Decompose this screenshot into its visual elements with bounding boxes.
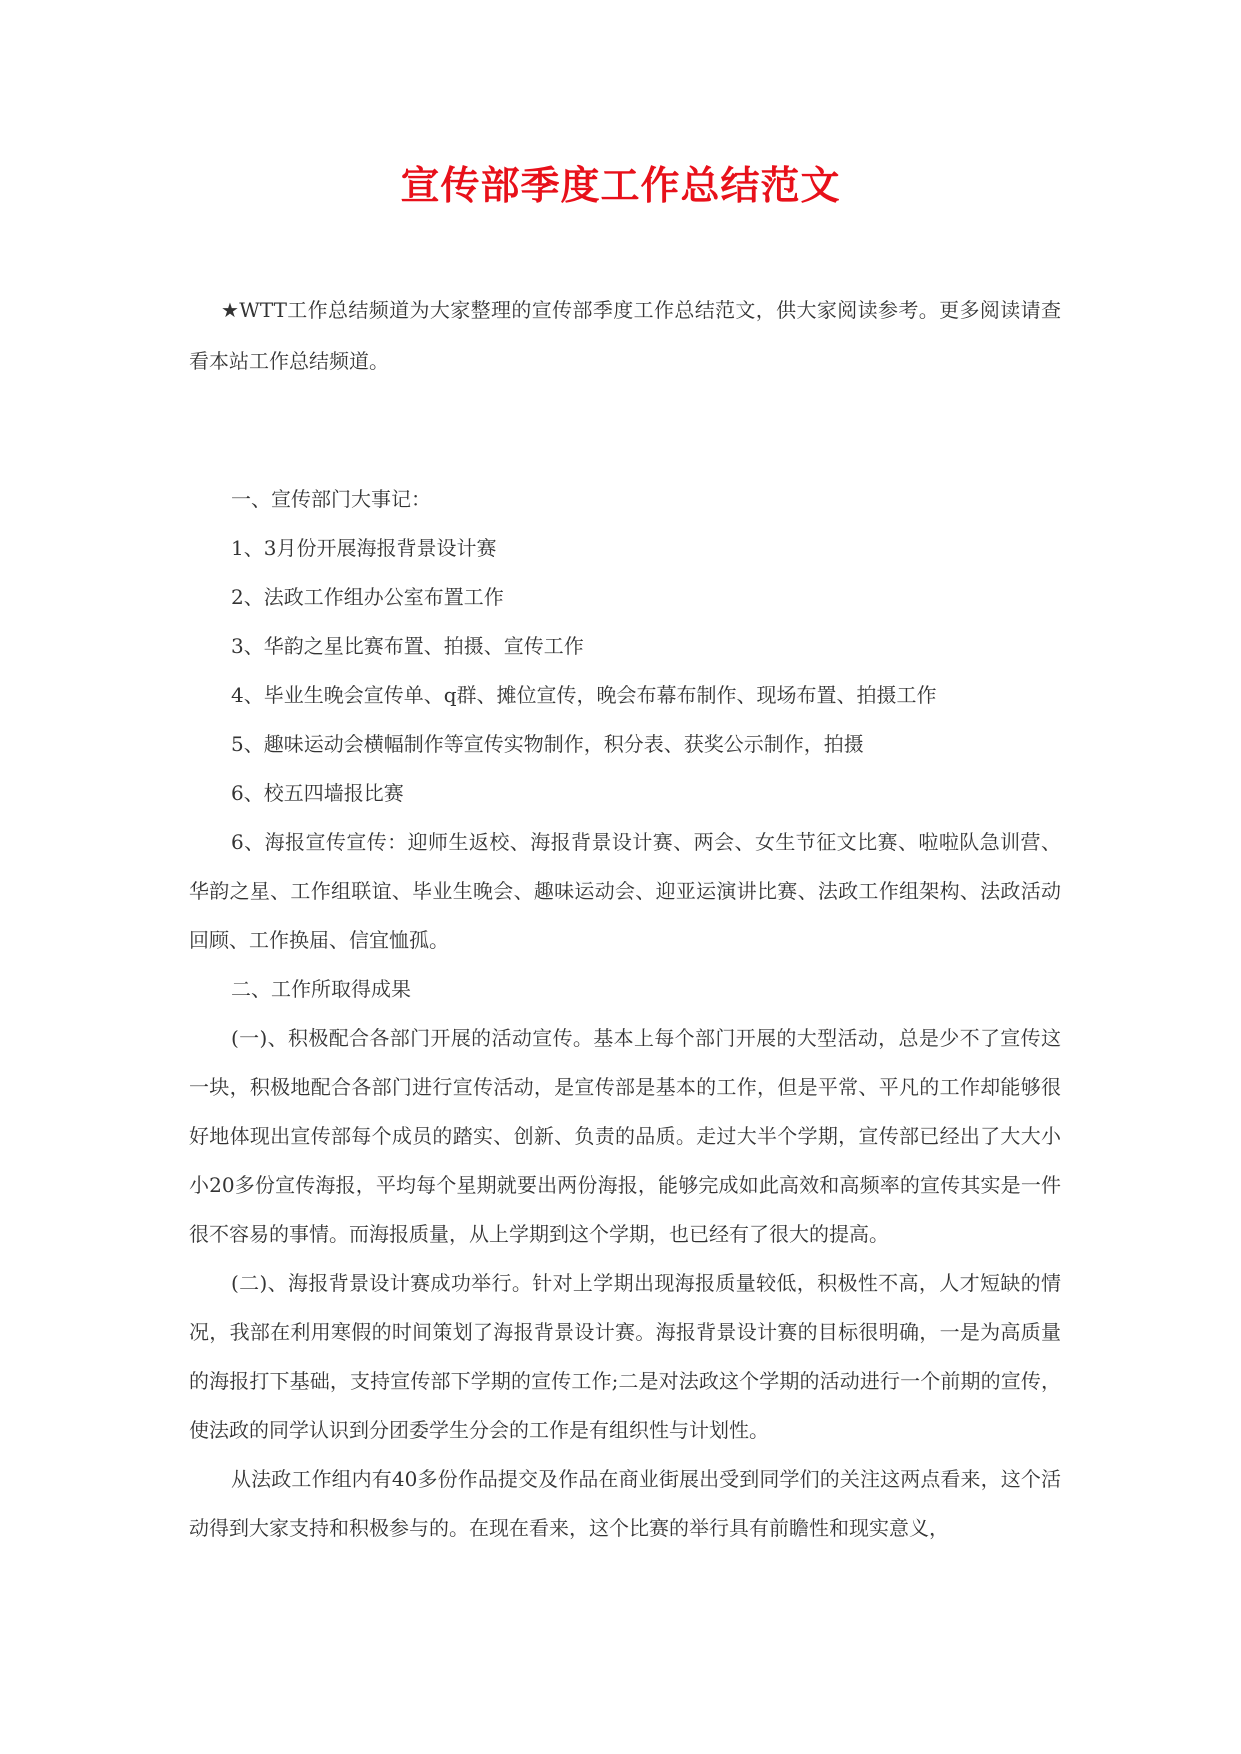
list-item: 6、海报宣传宣传：迎师生返校、海报背景设计赛、两会、女生节征文比赛、啦啦队急训营、华韵之星、工作组联谊、毕业生晚会、趣味运动会、迎亚运演讲比赛、法政工作组架构、法政活动回顾、工作换届、信宜恤孤。 (189, 830, 1061, 952)
list-item: 6、校五四墙报比赛 (231, 781, 404, 805)
section-heading-results: 二、工作所取得成果 (231, 977, 411, 1001)
body-paragraph: (二)、海报背景设计赛成功举行。针对上学期出现海报质量较低，积极性不高，人才短缺的情况，我部在利用寒假的时间策划了海报背景设计赛。海报背景设计赛的目标很明确，一是为高质量的海报打下基础，支持宣传部下学期的宣传工作;二是对法政这个学期的活动进行一个前期的宣传，使法政的同学认识到分团委学生分会的工作是有组织性与计划性。 (189, 1271, 1061, 1442)
intro-paragraph: ★WTT工作总结频道为大家整理的宣传部季度工作总结范文，供大家阅读参考。更多阅读请查看本站工作总结频道。 (189, 298, 1061, 373)
body-paragraph: (一)、积极配合各部门开展的活动宣传。基本上每个部门开展的大型活动，总是少不了宣传这一块，积极地配合各部门进行宣传活动，是宣传部是基本的工作，但是平常、平凡的工作却能够很好地体现出宣传部每个成员的踏实、创新、负责的品质。走过大半个学期，宣传部已经出了大大小小20多份宣传海报，平均每个星期就要出两份海报，能够完成如此高效和高频率的宣传其实是一件很不容易的事情。而海报质量，从上学期到这个学期，也已经有了很大的提高。 (189, 1026, 1061, 1246)
list-item: 5、趣味运动会横幅制作等宣传实物制作，积分表、获奖公示制作，拍摄 (231, 732, 864, 756)
section-heading-events: 一、宣传部门大事记： (231, 487, 431, 511)
list-item: 3、华韵之星比赛布置、拍摄、宣传工作 (231, 634, 584, 658)
list-item: 4、毕业生晚会宣传单、q群、摊位宣传，晚会布幕布制作、现场布置、拍摄工作 (231, 683, 937, 707)
body-paragraph: 从法政工作组内有40多份作品提交及作品在商业街展出受到同学们的关注这两点看来，这个活动得到大家支持和积极参与的。在现在看来，这个比赛的举行具有前瞻性和现实意义， (189, 1467, 1061, 1540)
document-body (189, 475, 1061, 1553)
list-item: 2、法政工作组办公室布置工作 (231, 585, 504, 609)
document-title: 宣传部季度工作总结范文 (400, 163, 841, 209)
list-item: 1、3月份开展海报背景设计赛 (231, 536, 497, 560)
